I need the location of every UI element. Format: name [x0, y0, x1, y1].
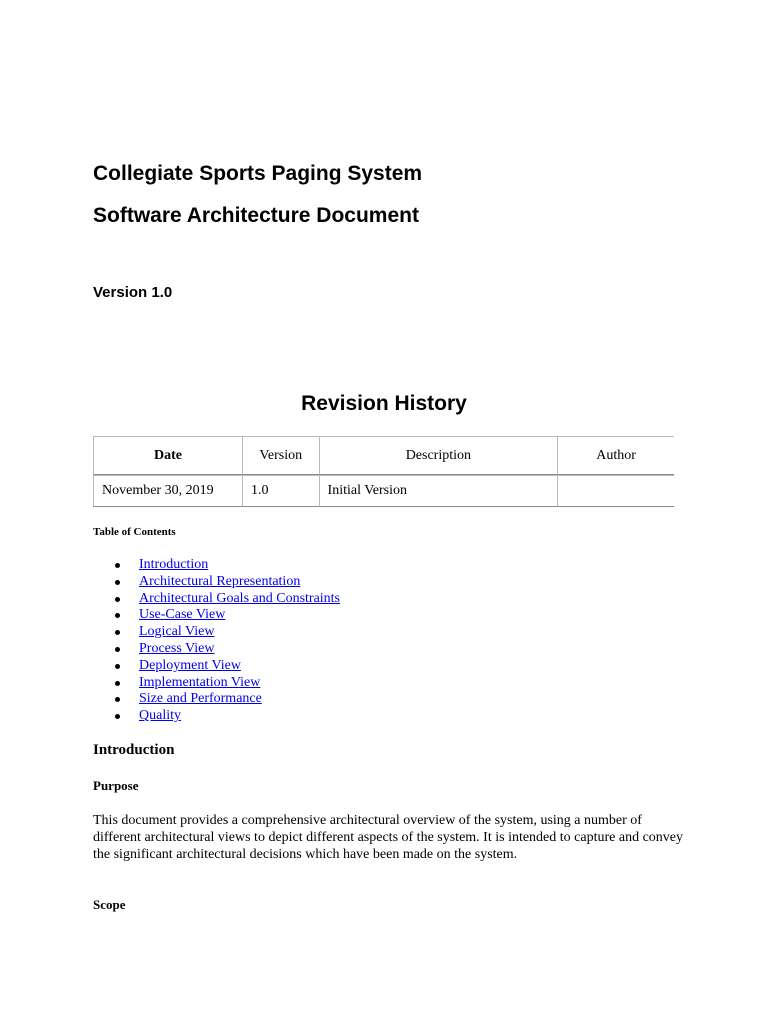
purpose-paragraph: This document provides a comprehensive architectural overview of the system, using a number of different architectural views to depict different aspects of the system. It is intended to capture and convey the significant architectural decisions which have been made on the system. — [93, 813, 683, 862]
list-item — [93, 658, 340, 675]
toc-link-goals-constraints[interactable]: Architectural Goals and Constraints — [139, 590, 341, 606]
list-item — [93, 641, 340, 658]
bullet-icon — [115, 630, 120, 635]
bullet-icon — [115, 597, 120, 602]
table-row — [93, 475, 674, 507]
bullet-icon — [115, 563, 120, 568]
subsection-heading-scope: Scope — [93, 897, 126, 912]
bullet-icon — [115, 613, 120, 618]
list-item — [93, 691, 340, 708]
bullet-icon — [115, 647, 120, 652]
list-item — [93, 675, 340, 692]
section-heading-introduction: Introduction — [93, 742, 175, 758]
toc-link-use-case-view[interactable]: Use-Case View — [139, 607, 226, 623]
toc-list — [93, 557, 340, 725]
list-item — [93, 574, 340, 591]
toc-link-architectural-representation[interactable]: Architectural Representation — [139, 573, 301, 589]
bullet-icon — [115, 681, 120, 686]
column-header-description: Description — [319, 436, 558, 475]
document-version: Version 1.0 — [93, 284, 173, 301]
bullet-icon — [115, 714, 120, 719]
bullet-icon — [115, 697, 120, 702]
document-subtitle: Software Architecture Document — [93, 204, 419, 227]
cell-author — [557, 475, 674, 507]
document-title: Collegiate Sports Paging System — [93, 162, 423, 185]
toc-link-deployment-view[interactable]: Deployment View — [139, 657, 241, 673]
cell-date: November 30, 2019 — [93, 475, 242, 507]
list-item — [93, 624, 340, 641]
subsection-heading-purpose: Purpose — [93, 778, 139, 793]
toc-link-logical-view[interactable]: Logical View — [139, 624, 215, 640]
bullet-icon — [115, 580, 120, 585]
list-item — [93, 591, 340, 608]
list-item — [93, 607, 340, 624]
bullet-icon — [115, 664, 120, 669]
cell-version: 1.0 — [242, 475, 319, 507]
toc-link-size-performance[interactable]: Size and Performance — [139, 691, 262, 707]
toc-link-implementation-view[interactable]: Implementation View — [139, 674, 261, 690]
revision-history-title: Revision History — [301, 392, 467, 415]
toc-link-introduction[interactable]: Introduction — [139, 557, 209, 572]
toc-link-quality[interactable]: Quality — [139, 708, 181, 724]
list-item — [93, 708, 340, 725]
toc-link-process-view[interactable]: Process View — [139, 640, 215, 656]
list-item — [93, 557, 340, 574]
column-header-author: Author — [557, 436, 674, 475]
toc-title: Table of Contents — [93, 526, 176, 538]
revision-history-table — [93, 436, 674, 507]
column-header-version: Version — [242, 436, 319, 475]
cell-description: Initial Version — [319, 475, 558, 507]
column-header-date: Date — [93, 436, 242, 475]
table-header-row — [93, 436, 674, 475]
